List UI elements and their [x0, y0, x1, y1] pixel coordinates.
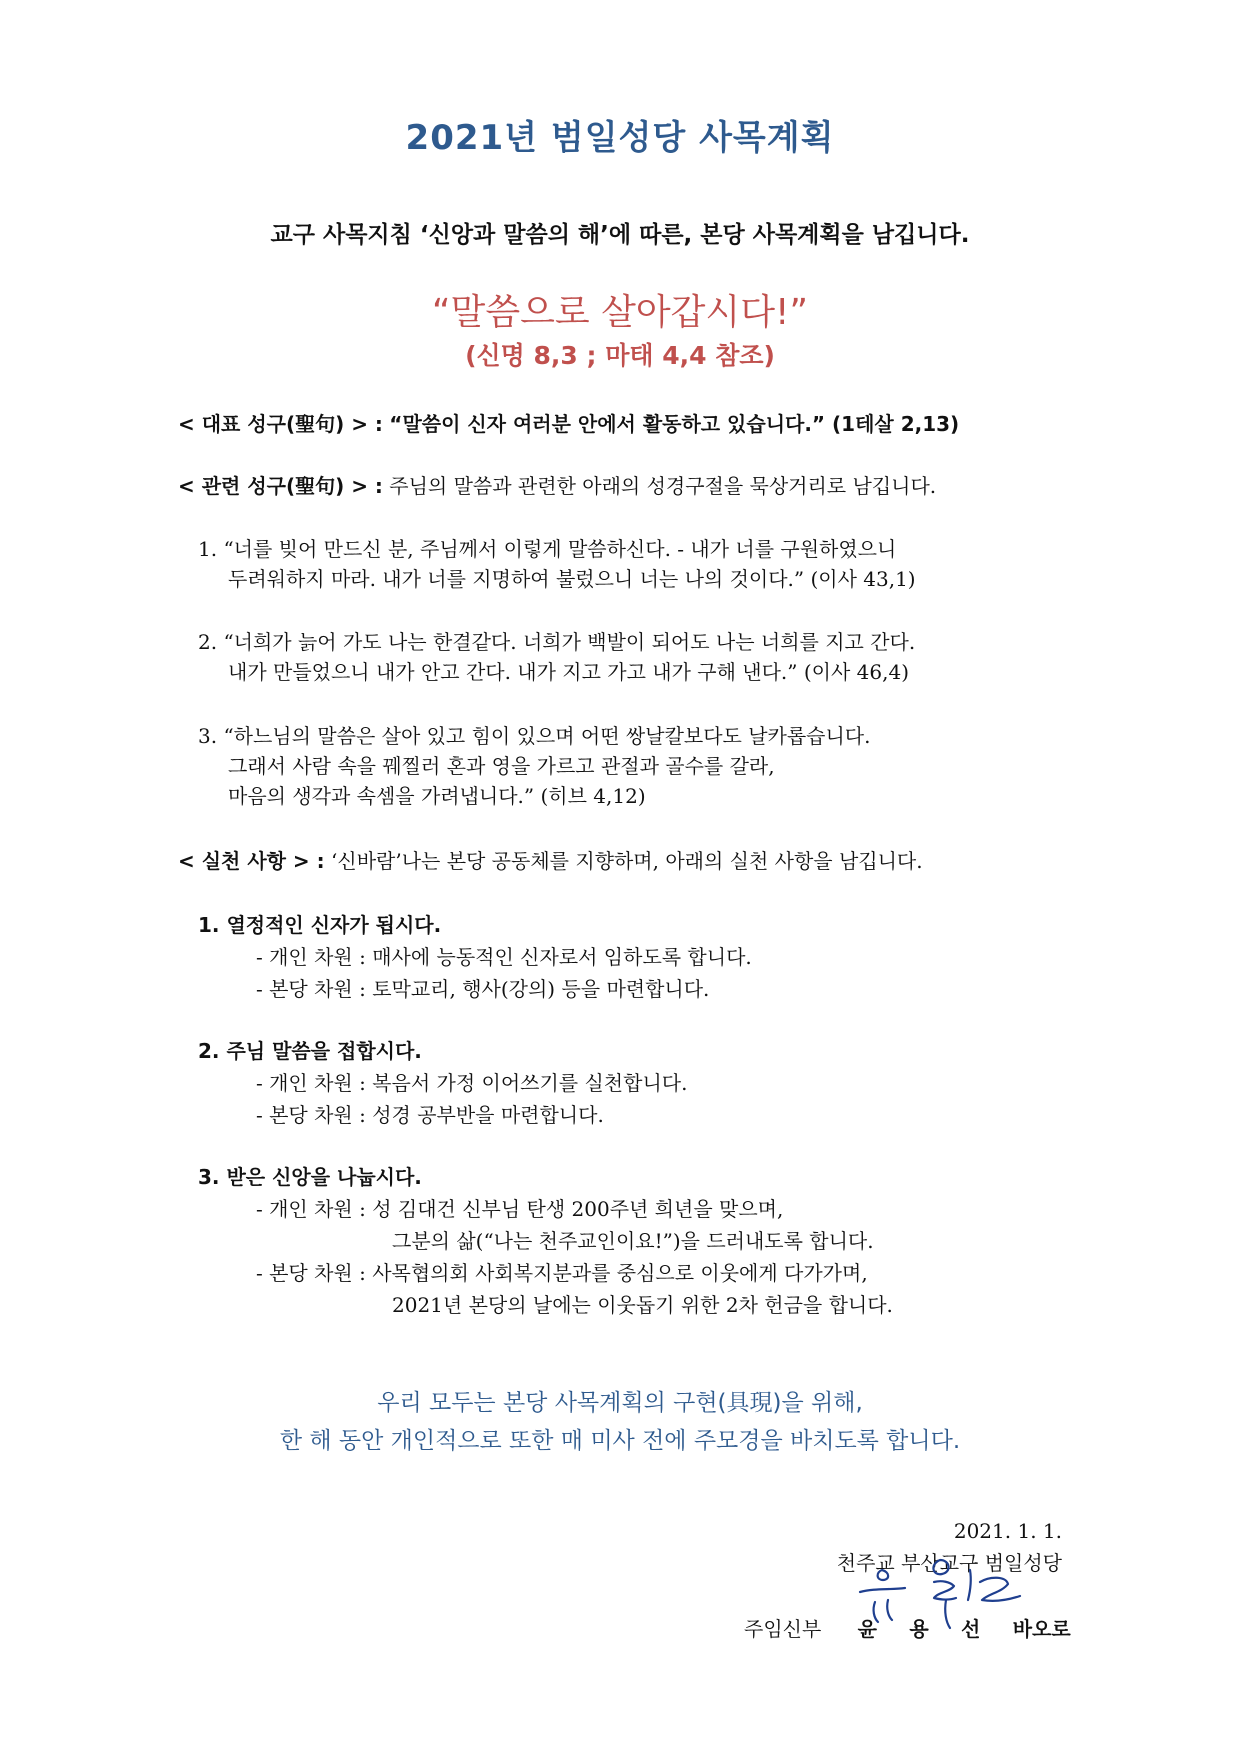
- verse-line: 내가 만들었으니 내가 안고 간다. 내가 지고 가고 내가 구해 낸다.” (이사 46,4): [228, 660, 910, 684]
- verse-line: 그래서 사람 속을 꿰찔러 혼과 영을 가르고 관절과 골수를 갈라,: [228, 754, 775, 778]
- representative-label: < 대표 성구(聖句) > :: [178, 412, 383, 436]
- practice-line: 그분의 삶(“나는 천주교인이요!”)을 드러내도록 합니다.: [392, 1229, 874, 1253]
- practice-heading: 3. 받은 신앙을 나눕시다.: [198, 1165, 422, 1189]
- practice-text: ‘신바람’나는 본당 공동체를 지향하며, 아래의 실천 사항을 남깁니다.: [331, 849, 923, 873]
- pastor-name-char: 선: [961, 1617, 981, 1641]
- verse-line: 두려워하지 마라. 내가 너를 지명하여 불렀으니 너는 나의 것이다.” (이사 43,1): [228, 567, 916, 591]
- representative-text: “말씀이 신자 여러분 안에서 활동하고 있습니다.” (1테살 2,13): [389, 412, 960, 436]
- representative-verse: [178, 409, 959, 439]
- parish-name: 천주교 부산교구 범일성당: [836, 1551, 1062, 1575]
- practice-line: - 개인 차원 : 매사에 능동적인 신자로서 임하도록 합니다.: [256, 945, 752, 969]
- practice-heading: 2. 주님 말씀을 접합시다.: [198, 1039, 422, 1063]
- related-label: < 관련 성구(聖句) > :: [178, 474, 383, 498]
- pastor-role: 주임신부: [744, 1617, 822, 1641]
- closing-line: 한 해 동안 개인적으로 또한 매 미사 전에 주모경을 바치도록 합니다.: [279, 1428, 961, 1454]
- pastor-name-char: 윤: [857, 1617, 877, 1641]
- practice-line: - 개인 차원 : 성 김대건 신부님 탄생 200주년 희년을 맞으며,: [256, 1197, 784, 1221]
- intro-text: 교구 사목지침 ‘신앙과 말씀의 해’에 따른, 본당 사목계획을 남깁니다.: [270, 222, 970, 248]
- motto-reference: (신명 8,3 ; 마태 4,4 참조): [465, 341, 775, 370]
- signature-line: [744, 1614, 1071, 1644]
- practice-line: 2021년 본당의 날에는 이웃돕기 위한 2차 헌금을 합니다.: [392, 1293, 893, 1317]
- practice-header: [178, 846, 923, 876]
- closing-line: 우리 모두는 본당 사목계획의 구현(具現)을 위해,: [377, 1390, 863, 1416]
- practice-line: - 개인 차원 : 복음서 가정 이어쓰기를 실천합니다.: [256, 1071, 688, 1095]
- pastor-name-char: 용: [909, 1617, 929, 1641]
- pastor-name-char: 바오로: [1012, 1617, 1071, 1641]
- verse-line: 2. “너희가 늙어 가도 나는 한결같다. 너희가 백발이 되어도 나는 너희를 지고 간다.: [198, 630, 916, 654]
- practice-label: < 실천 사항 > :: [178, 849, 325, 873]
- motto: “말씀으로 살아갑시다!”: [431, 292, 809, 333]
- related-verses-header: [178, 471, 936, 501]
- practice-heading: 1. 열정적인 신자가 됩시다.: [198, 913, 442, 937]
- verse-line: 마음의 생각과 속셈을 가려냅니다.” (히브 4,12): [228, 784, 646, 808]
- practice-line: - 본당 차원 : 토막교리, 행사(강의) 등을 마련합니다.: [256, 977, 710, 1001]
- document-date: 2021. 1. 1.: [953, 1519, 1062, 1543]
- practice-line: - 본당 차원 : 사목협의회 사회복지분과를 중심으로 이웃에게 다가가며,: [256, 1261, 868, 1285]
- related-text: 주님의 말씀과 관련한 아래의 성경구절을 묵상거리로 남깁니다.: [389, 474, 937, 498]
- verse-line: 1. “너를 빚어 만드신 분, 주님께서 이렇게 말씀하신다. - 내가 너를 구원하였으니: [198, 537, 897, 561]
- verse-line: 3. “하느님의 말씀은 살아 있고 힘이 있으며 어떤 쌍날칼보다도 날카롭습니다.: [198, 724, 871, 748]
- practice-line: - 본당 차원 : 성경 공부반을 마련합니다.: [256, 1103, 604, 1127]
- page-title: 2021년 범일성당 사목계획: [405, 118, 835, 158]
